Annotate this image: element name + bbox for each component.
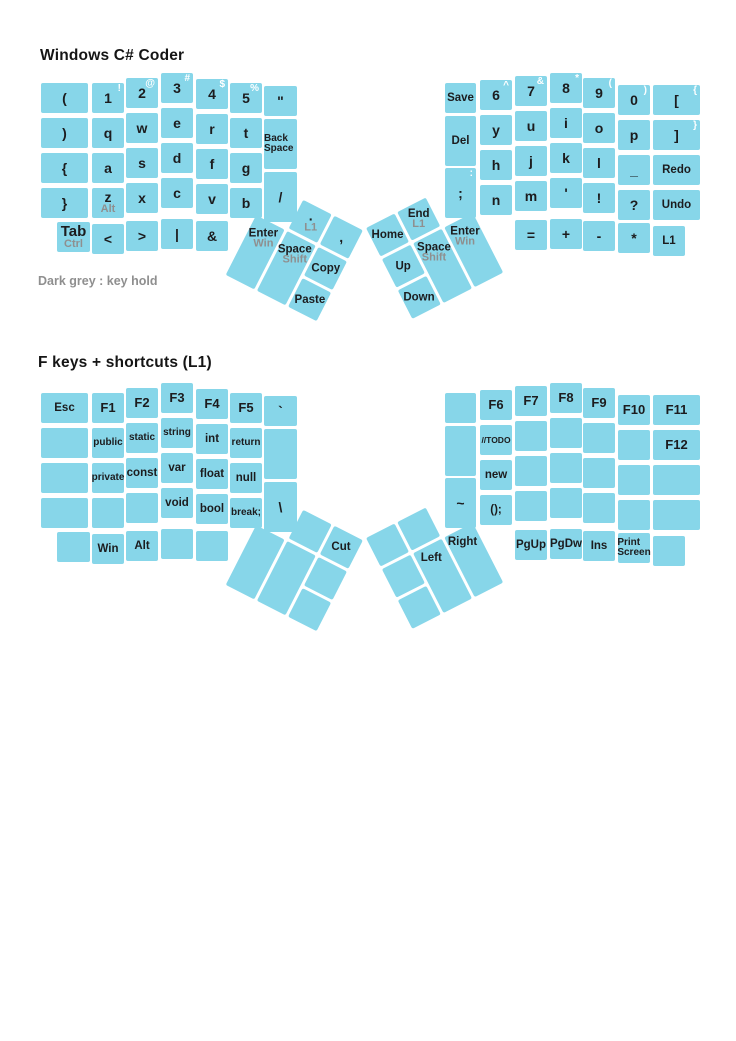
key-label: 9 (595, 84, 603, 101)
key-f8 (550, 383, 582, 413)
key-label: a (104, 159, 112, 176)
key-label: e (173, 114, 181, 131)
key-f5 (230, 393, 262, 423)
key-label: f (209, 155, 215, 172)
key-f12 (653, 430, 700, 460)
key-blank (550, 488, 582, 518)
key-label: m (524, 187, 538, 204)
key-label: Enter (450, 225, 480, 238)
key-label: 6 (492, 86, 500, 103)
key-superscript: ) (643, 85, 647, 96)
key-blank (653, 465, 700, 495)
key-label: L1 (662, 234, 676, 247)
key-label: ' (564, 184, 568, 201)
key-blank (41, 463, 88, 493)
key-blank (653, 536, 685, 566)
key-label: Print Screen (617, 536, 651, 558)
key-null (230, 463, 262, 493)
key-blank (41, 498, 88, 528)
key-label: < (103, 230, 113, 247)
key-label: int (204, 432, 220, 445)
key-label: private (91, 471, 125, 483)
key-label: 3 (173, 79, 181, 96)
key-esc (41, 393, 88, 423)
key-blank (618, 430, 650, 460)
key-label: p (629, 126, 639, 143)
key-label: } (61, 194, 68, 211)
key-alt (126, 531, 158, 561)
key-parens-semicolon (480, 495, 512, 525)
key-label: const (126, 466, 158, 479)
key-label: static (128, 431, 156, 443)
key-blank (445, 393, 476, 423)
key-label: 8 (562, 79, 570, 96)
key-label: Enter (248, 227, 279, 240)
key-hold-label: Alt (100, 203, 116, 216)
key-label: return (231, 436, 261, 448)
key-blank (550, 453, 582, 483)
key-label: bool (199, 502, 225, 515)
key-hold-label: L1 (303, 221, 317, 234)
key-blank (618, 465, 650, 495)
key-blank (583, 423, 615, 453)
key-superscript: & (536, 76, 544, 87)
key-label: = (526, 226, 536, 243)
key-label: 5 (242, 89, 250, 106)
key-label: _ (630, 161, 638, 178)
key-label: i (564, 114, 568, 131)
key-label: Del (451, 134, 470, 147)
key-label: 2 (138, 84, 146, 101)
key-label: Save (447, 91, 474, 104)
key-label: F5 (238, 400, 254, 416)
key-label: j (529, 152, 533, 169)
key-label: ; (458, 184, 463, 201)
key-label: s (138, 154, 146, 171)
key-label: (); (490, 503, 502, 516)
key-todo-comment (480, 425, 512, 455)
key-label: x (138, 189, 146, 206)
key-label: \ (278, 498, 283, 515)
key-label: o (594, 119, 604, 136)
key-label: l (597, 154, 601, 171)
key-hold-label: Win (253, 237, 274, 250)
key-label: Home (371, 228, 404, 241)
key-string (161, 418, 193, 448)
key-superscript: { (693, 85, 697, 96)
key-return (230, 428, 262, 458)
key-break (230, 498, 262, 528)
key-hold-label: Shift (282, 253, 308, 266)
key-f3 (161, 383, 193, 413)
key-label: t (243, 124, 249, 141)
key-label: Ins (590, 539, 608, 552)
key-label: b (241, 194, 251, 211)
key-blank (653, 500, 700, 530)
key-label: * (631, 229, 637, 246)
key-superscript: % (250, 83, 259, 94)
key-label: Esc (54, 401, 75, 414)
key-label: / (278, 188, 283, 205)
key-label: & (206, 227, 218, 244)
key-label: F4 (204, 396, 220, 412)
key-blank (57, 532, 90, 562)
key-blank (515, 421, 547, 451)
key-label: 4 (208, 85, 216, 102)
key-label: 1 (104, 89, 112, 106)
key-f9 (583, 388, 615, 418)
key-label: ` (278, 402, 283, 419)
key-static (126, 423, 158, 453)
key-label: | (175, 225, 179, 242)
key-blank (515, 491, 547, 521)
key-label: - (596, 227, 602, 244)
key-label: ) (62, 124, 67, 141)
key-label: c (173, 184, 181, 201)
key-blank (618, 500, 650, 530)
key-public (92, 428, 124, 458)
key-label: Back Space (264, 132, 294, 154)
key-hold-label: Shift (421, 251, 447, 264)
hold-key-legend: Dark grey : key hold (38, 274, 158, 288)
layout-1-title: Windows C# Coder (40, 47, 185, 64)
key-blank (264, 429, 297, 479)
key-print-screen (618, 533, 650, 563)
key-label: + (561, 225, 571, 242)
key-superscript: * (575, 73, 579, 84)
key-label: ? (629, 196, 639, 213)
key-hold-label: Ctrl (64, 237, 83, 250)
key-label: Copy (311, 262, 340, 275)
key-label: string (163, 426, 191, 438)
key-label: F9 (591, 395, 607, 411)
key-label: . (308, 207, 313, 224)
key-win (92, 534, 124, 564)
key-new (480, 460, 512, 490)
key-label: PgUp (515, 538, 547, 551)
key-label: g (241, 159, 251, 176)
key-label: " (277, 92, 284, 109)
key-label: var (168, 461, 186, 474)
key-blank (126, 493, 158, 523)
key-label: v (208, 190, 216, 207)
key-label: > (137, 227, 147, 244)
key-label: Up (395, 260, 412, 273)
key-label: Space (277, 243, 312, 256)
key-void (161, 488, 193, 518)
key-label: Undo (661, 198, 692, 211)
key-label: 7 (527, 82, 535, 99)
key-label: new (484, 468, 508, 481)
key-backslash (264, 482, 297, 532)
key-label: h (491, 156, 501, 173)
key-label: , (339, 228, 344, 245)
key-label: F12 (665, 437, 688, 453)
key-label: n (491, 191, 501, 208)
key-label: F3 (169, 390, 185, 406)
key-label: w (136, 119, 148, 136)
key-label: Right (448, 536, 478, 549)
key-bool (196, 494, 228, 524)
key-label: Space (417, 241, 452, 254)
key-int (196, 424, 228, 454)
key-label: k (562, 149, 570, 166)
key-superscript: } (693, 120, 697, 131)
key-blank (92, 498, 124, 528)
key-label: z (104, 189, 112, 206)
key-label: [ (674, 91, 679, 108)
key-label: F6 (488, 397, 504, 413)
key-var (161, 453, 193, 483)
key-superscript: $ (219, 79, 225, 90)
key-blank (583, 458, 615, 488)
key-label: Tab (60, 222, 87, 240)
layout-2-title: F keys + shortcuts (L1) (38, 354, 212, 371)
key-label: //TODO (481, 434, 511, 445)
key-label: null (235, 471, 257, 484)
key-label: End (407, 207, 430, 220)
key-label: Down (403, 291, 435, 304)
key-label: void (165, 496, 189, 509)
key-f10 (618, 395, 650, 425)
key-label: Win (97, 542, 119, 555)
key-label: F8 (558, 390, 574, 406)
key-label: public (93, 436, 123, 448)
key-label: Redo (662, 163, 691, 176)
key-superscript: # (184, 73, 190, 84)
key-label: PgDw (550, 537, 582, 550)
key-superscript: ! (117, 83, 121, 94)
key-label: F2 (134, 395, 150, 411)
key-superscript: @ (145, 78, 155, 89)
key-hold-label: Win (455, 235, 476, 248)
key-blank (196, 531, 228, 561)
key-ins (583, 531, 615, 561)
key-blank (583, 493, 615, 523)
key-label: Cut (331, 541, 351, 554)
key-pgup (515, 530, 547, 560)
key-f1 (92, 393, 124, 423)
key-pgdw (550, 529, 582, 559)
key-const (126, 458, 158, 488)
key-hold-label: L1 (412, 217, 426, 230)
key-blank (550, 418, 582, 448)
key-label: F1 (100, 400, 116, 416)
key-float (196, 459, 228, 489)
key-label: float (199, 467, 225, 480)
key-f7 (515, 386, 547, 416)
key-label: Alt (134, 539, 150, 552)
key-label: break; (230, 506, 261, 518)
key-label: 0 (630, 91, 638, 108)
key-superscript: ( (608, 78, 612, 89)
key-tilde (445, 478, 476, 528)
key-blank (515, 456, 547, 486)
key-label: u (526, 117, 536, 134)
key-label: { (61, 159, 68, 176)
key-label: ! (596, 189, 602, 206)
key-label: ~ (456, 494, 465, 511)
key-label: Paste (294, 293, 325, 306)
key-label: F7 (523, 393, 539, 409)
key-superscript: : (469, 168, 473, 179)
key-backtick (264, 396, 297, 426)
key-blank (445, 426, 476, 476)
key-label: ( (62, 89, 67, 106)
key-f4 (196, 389, 228, 419)
key-label: q (103, 124, 113, 141)
key-f6 (480, 390, 512, 420)
key-label: d (172, 149, 182, 166)
key-label: y (492, 121, 500, 138)
key-label: F10 (622, 402, 646, 418)
key-f11 (653, 395, 700, 425)
key-blank (41, 428, 88, 458)
key-label: ] (674, 126, 679, 143)
key-label: F11 (665, 402, 688, 418)
key-superscript: ^ (503, 80, 509, 91)
key-label: r (209, 120, 215, 137)
key-blank (161, 529, 193, 559)
key-f2 (126, 388, 158, 418)
key-label: Left (421, 551, 443, 564)
key-private (92, 463, 124, 493)
